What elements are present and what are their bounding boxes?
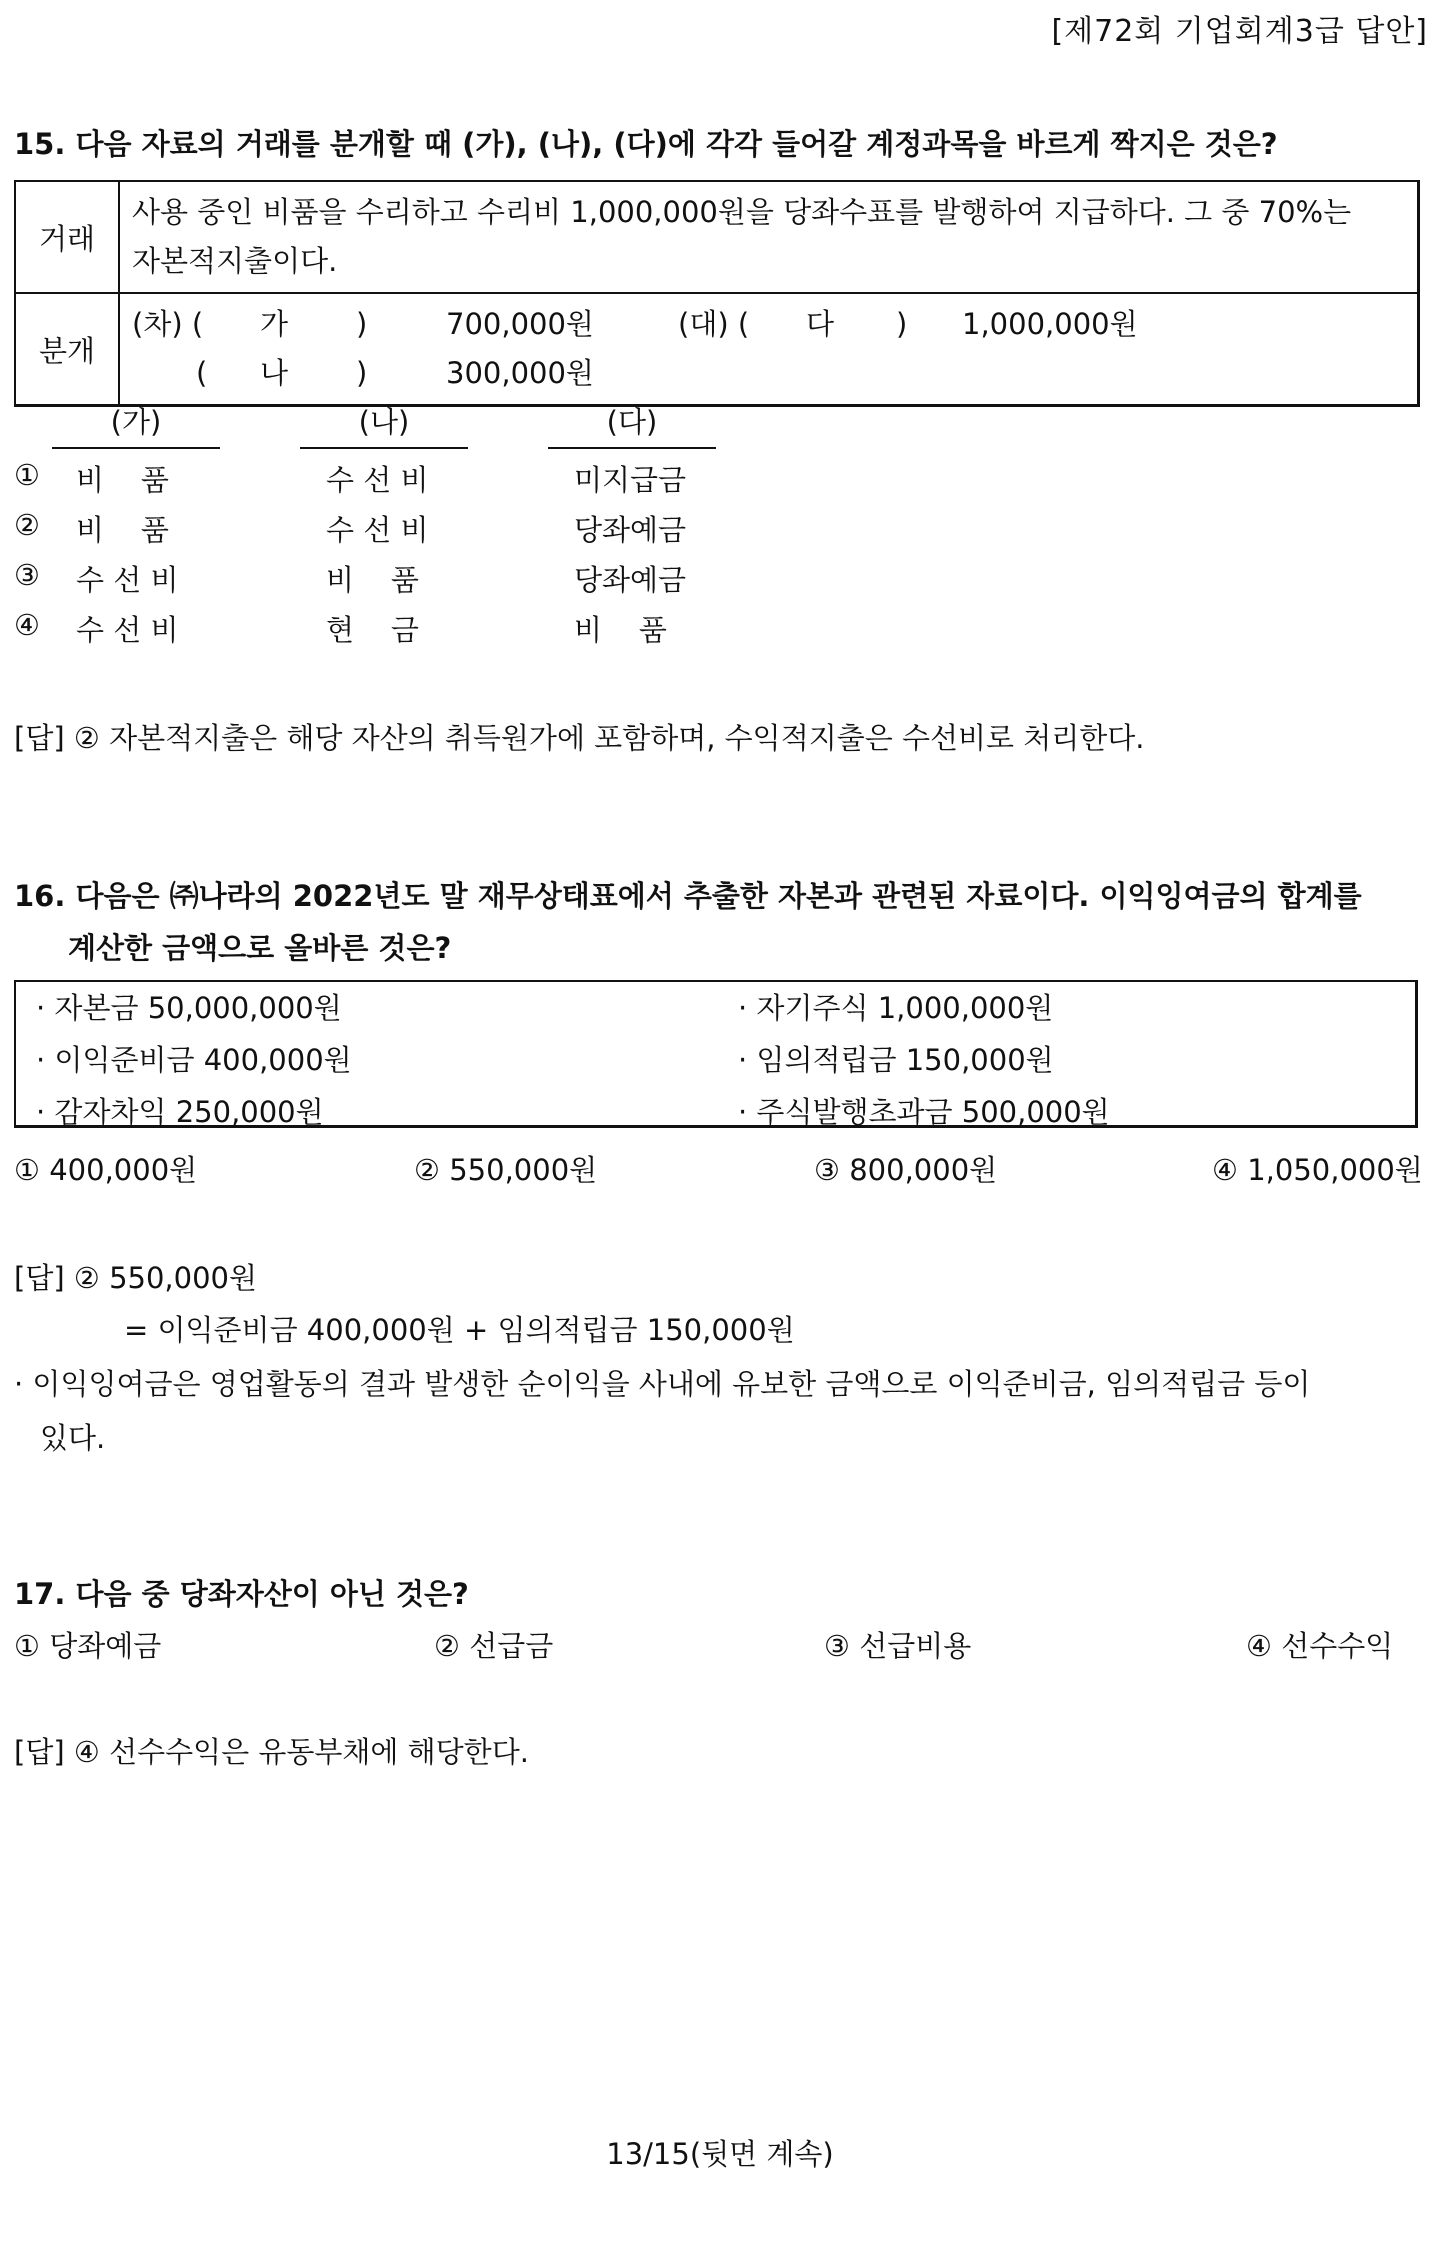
q15-transaction-line1: 사용 중인 비품을 수리하고 수리비 1,000,000원을 당좌수표를 발행하여 지급하다. 그 중 70%는 (132, 195, 1352, 229)
choice-da: 당좌예금 (574, 513, 687, 547)
choice-na: 비 품 (326, 563, 419, 597)
credit-marker: (대) ( (678, 307, 750, 341)
q15-answer: [답] ② 자본적지출은 해당 자산의 취득원가에 포함하며, 수익적지출은 수선비로 처리한다. (14, 721, 1145, 755)
choice-number: ④ (14, 608, 40, 642)
choice-number: ② (14, 508, 40, 542)
q15-row-label-journal: 분개 (15, 293, 119, 406)
blank-da: 다 (806, 307, 835, 341)
amount-300000: 300,000원 (446, 356, 594, 390)
q16-item: · 이익준비금 400,000원 (36, 1043, 352, 1077)
q16-question-line2: 계산한 금액으로 올바른 것은? (68, 931, 452, 965)
choice-number: ③ (14, 558, 40, 592)
q15-journal-entry (120, 294, 1417, 404)
q16-answer-line2: = 이익준비금 400,000원 + 임의적립금 150,000원 (124, 1313, 795, 1347)
q16-data-box (14, 980, 1418, 1128)
q16-choice-1[interactable]: ① 400,000원 (14, 1153, 198, 1187)
q16-answer-line4: 있다. (40, 1421, 106, 1455)
q16-choice-2[interactable]: ② 550,000원 (414, 1153, 598, 1187)
paren-close: ) (896, 307, 908, 341)
q16-item: · 주식발행초과금 500,000원 (738, 1095, 1110, 1129)
col-head-ga: (가) (52, 400, 220, 449)
choice-na: 수 선 비 (326, 513, 429, 547)
q17-choice-2[interactable]: ② 선급금 (434, 1629, 554, 1663)
q15-transaction-text (120, 182, 1417, 292)
choice-na: 현 금 (326, 613, 419, 647)
page-footer: 13/15(뒷면 계속) (606, 2137, 834, 2171)
q15-transaction-line2: 자본적지출이다. (132, 244, 338, 278)
paren-close: ) (356, 356, 368, 390)
q16-answer-line1: [답] ② 550,000원 (14, 1261, 258, 1295)
q16-choice-3[interactable]: ③ 800,000원 (814, 1153, 998, 1187)
choice-ga: 비 품 (76, 463, 169, 497)
q16-item: · 자본금 50,000,000원 (36, 991, 342, 1025)
q16-answer-line3: · 이익잉여금은 영업활동의 결과 발생한 순이익을 사내에 유보한 금액으로 이익준비금, 임의적립금 등이 (14, 1367, 1311, 1401)
blank-na: 나 (260, 356, 289, 390)
q15-row-label-transaction: 거래 (15, 181, 119, 293)
q16-item: · 감자차익 250,000원 (36, 1095, 324, 1129)
col-head-da: (다) (548, 400, 716, 449)
amount-700000: 700,000원 (446, 307, 594, 341)
q15-transaction-table (14, 180, 1420, 407)
choice-na: 수 선 비 (326, 463, 429, 497)
q16-item: · 임의적립금 150,000원 (738, 1043, 1054, 1077)
q15-journal-line2 (132, 349, 1405, 398)
page-header: [제72회 기업회계3급 답안] (1051, 14, 1428, 49)
choice-ga: 수 선 비 (76, 563, 179, 597)
col-head-na: (나) (300, 400, 468, 449)
choice-da: 당좌예금 (574, 563, 687, 597)
choice-number: ① (14, 458, 40, 492)
q16-item: · 자기주식 1,000,000원 (738, 991, 1054, 1025)
q17-answer: [답] ④ 선수수익은 유동부채에 해당한다. (14, 1735, 529, 1769)
amount-1000000: 1,000,000원 (962, 307, 1138, 341)
choice-ga: 비 품 (76, 513, 169, 547)
q17-choice-1[interactable]: ① 당좌예금 (14, 1629, 162, 1663)
q17-choice-4[interactable]: ④ 선수수익 (1246, 1629, 1394, 1663)
debit-marker: (차) ( (132, 307, 204, 341)
paren-open: ( (196, 356, 208, 390)
blank-ga: 가 (260, 307, 289, 341)
q17-choice-3[interactable]: ③ 선급비용 (824, 1629, 972, 1663)
q16-question-line1: 16. 다음은 ㈜나라의 2022년도 말 재무상태표에서 추출한 자본과 관련된 자료이다. 이익잉여금의 합계를 (14, 879, 1362, 913)
q15-journal-line1 (132, 300, 1405, 349)
q17-question: 17. 다음 중 당좌자산이 아닌 것은? (14, 1577, 469, 1611)
choice-da: 미지급금 (574, 463, 687, 497)
paren-close: ) (356, 307, 368, 341)
q15-question: 15. 다음 자료의 거래를 분개할 때 (가), (나), (다)에 각각 들어갈 계정과목을 바르게 짝지은 것은? (14, 127, 1278, 161)
choice-ga: 수 선 비 (76, 613, 179, 647)
q16-choice-4[interactable]: ④ 1,050,000원 (1212, 1153, 1423, 1187)
choice-da: 비 품 (574, 613, 667, 647)
